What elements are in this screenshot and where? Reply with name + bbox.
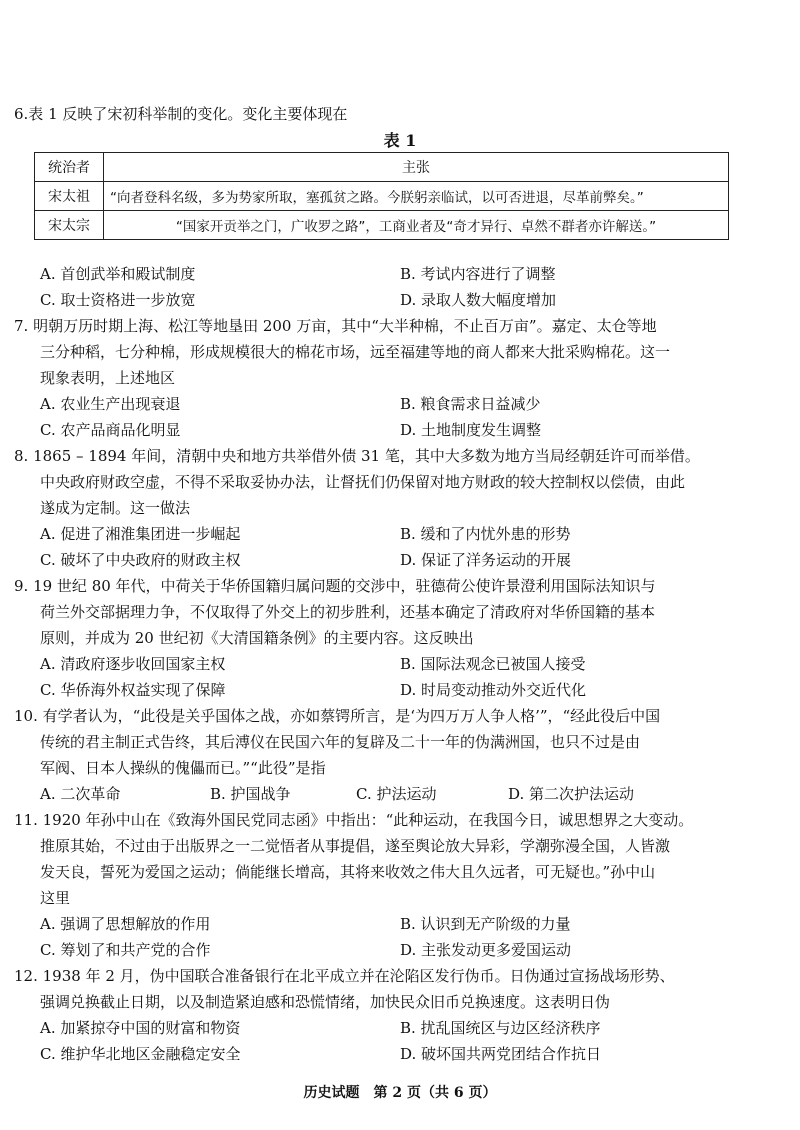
question-7-stem: 三分种稻，七分种棉，形成规模很大的棉花市场，远至福建等地的商人都来大批采购棉花。这一 <box>40 343 671 361</box>
option-c: C. 维护华北地区金融稳定安全 <box>40 1045 241 1063</box>
option-b: B. 考试内容进行了调整 <box>400 265 556 283</box>
question-11-stem: 这里 <box>40 889 71 907</box>
question-8-stem: 遂成为定制。这一做法 <box>40 499 191 517</box>
question-10-stem: 10. 有学者认为，“此役是关乎国体之战，亦如蔡锷所言，是‘为四万万人争人格’”，“经此役后中国 <box>14 707 661 725</box>
question-8-stem: 中央政府财政空虚，不得不采取妥协办法，让督抚们仍保留对地方财政的较大控制权以偿债，由此 <box>40 473 686 491</box>
question-12-stem: 强调兑换截止日期，以及制造紧迫感和恐慌情绪，加快民众旧币兑换速度。这表明日伪 <box>40 993 611 1011</box>
option-c: C. 护法运动 <box>356 785 437 803</box>
option-a: A. 首创武举和殿试制度 <box>40 265 196 283</box>
table-header-cell: 主张 <box>104 153 729 182</box>
question-11-stem: 11. 1920 年孙中山在《致海外国民党同志函》中指出：“此种运动，在我国今日，诚思想界之大变动。 <box>14 811 694 829</box>
table-cell-claim: “国家开贡举之门，广收罗之路”，工商业者及“奇才异行、卓然不群者亦许解送。” <box>104 211 729 240</box>
option-d: D. 第二次护法运动 <box>508 785 635 803</box>
question-7-stem: 现象表明，上述地区 <box>40 369 176 387</box>
page-footer: 历史试题 第 2 页（共 6 页） <box>303 1085 497 1101</box>
table-cell-ruler: 宋太宗 <box>35 211 104 240</box>
option-c: C. 农产品商品化明显 <box>40 421 181 439</box>
option-a: A. 清政府逐步收回国家主权 <box>40 655 226 673</box>
option-c: C. 破坏了中央政府的财政主权 <box>40 551 241 569</box>
option-b: B. 缓和了内忧外患的形势 <box>400 525 571 543</box>
table-cell-claim: “向者登科名级，多为势家所取，塞孤贫之路。今朕躬亲临试，以可否进退，尽革前弊矣。” <box>104 182 729 211</box>
table-1 <box>34 152 729 240</box>
table-row <box>35 211 729 240</box>
option-b: B. 扰乱国统区与边区经济秩序 <box>400 1019 601 1037</box>
question-12-stem: 12. 1938 年 2 月，伪中国联合准备银行在北平成立并在沦陷区发行伪币。日伪通过宣扬战场形势、 <box>14 967 675 985</box>
question-10-stem: 传统的君主制正式告终，其后溥仪在民国六年的复辟及二十一年的伪满洲国，也只不过是由 <box>40 733 641 751</box>
option-d: D. 时局变动推动外交近代化 <box>400 681 587 699</box>
table-1-title: 表 1 <box>383 131 417 150</box>
option-d: D. 保证了洋务运动的开展 <box>400 551 572 569</box>
option-b: B. 粮食需求日益减少 <box>400 395 541 413</box>
table-header-row <box>35 153 729 182</box>
option-a: A. 强调了思想解放的作用 <box>40 915 211 933</box>
option-d: D. 破坏国共两党团结合作抗日 <box>400 1045 602 1063</box>
option-b: B. 国际法观念已被国人接受 <box>400 655 586 673</box>
question-7-stem: 7. 明朝万历时期上海、松江等地垦田 200 万亩，其中“大半种棉，不止百万亩”。嘉定、太仓等地 <box>14 317 657 335</box>
option-c: C. 取士资格进一步放宽 <box>40 291 196 309</box>
question-8-stem: 8. 1865 – 1894 年间，清朝中央和地方共举借外债 31 笔，其中大多数为地方当局经朝廷许可而举借。 <box>14 447 700 465</box>
option-a: A. 农业生产出现衰退 <box>40 395 181 413</box>
question-6-stem: 6.表 1 反映了宋初科举制的变化。变化主要体现在 <box>14 105 348 123</box>
option-b: B. 认识到无产阶级的力量 <box>400 915 571 933</box>
question-11-stem: 发天良，誓死为爱国之运动；倘能继长增高，其将来收效之伟大且久远者，可无疑也。”孙中山 <box>40 863 656 881</box>
question-9-stem: 原则，并成为 20 世纪初《大清国籍条例》的主要内容。这反映出 <box>40 629 474 647</box>
table-row <box>35 182 729 211</box>
option-d: D. 土地制度发生调整 <box>400 421 542 439</box>
option-d: D. 录取人数大幅度增加 <box>400 291 557 309</box>
question-9-stem: 9. 19 世纪 80 年代，中荷关于华侨国籍归属问题的交涉中，驻德荷公使许景澄利用国际法知识与 <box>14 577 656 595</box>
question-10-stem: 军阀、日本人操纵的傀儡而已。”“此役”是指 <box>40 759 326 777</box>
table-cell-ruler: 宋太祖 <box>35 182 104 211</box>
option-c: C. 筹划了和共产党的合作 <box>40 941 211 959</box>
question-11-stem: 推原其始，不过由于出版界之一二觉悟者从事提倡，遂至舆论放大异彩，学潮弥漫全国，人皆激 <box>40 837 671 855</box>
option-b: B. 护国战争 <box>210 785 291 803</box>
option-d: D. 主张发动更多爱国运动 <box>400 941 572 959</box>
option-a: A. 加紧掠夺中国的财富和物资 <box>40 1019 241 1037</box>
option-a: A. 促进了湘淮集团进一步崛起 <box>40 525 241 543</box>
option-a: A. 二次革命 <box>40 785 121 803</box>
option-c: C. 华侨海外权益实现了保障 <box>40 681 226 699</box>
table-header-cell: 统治者 <box>35 153 104 182</box>
question-9-stem: 荷兰外交部据理力争，不仅取得了外交上的初步胜利，还基本确定了清政府对华侨国籍的基本 <box>40 603 656 621</box>
